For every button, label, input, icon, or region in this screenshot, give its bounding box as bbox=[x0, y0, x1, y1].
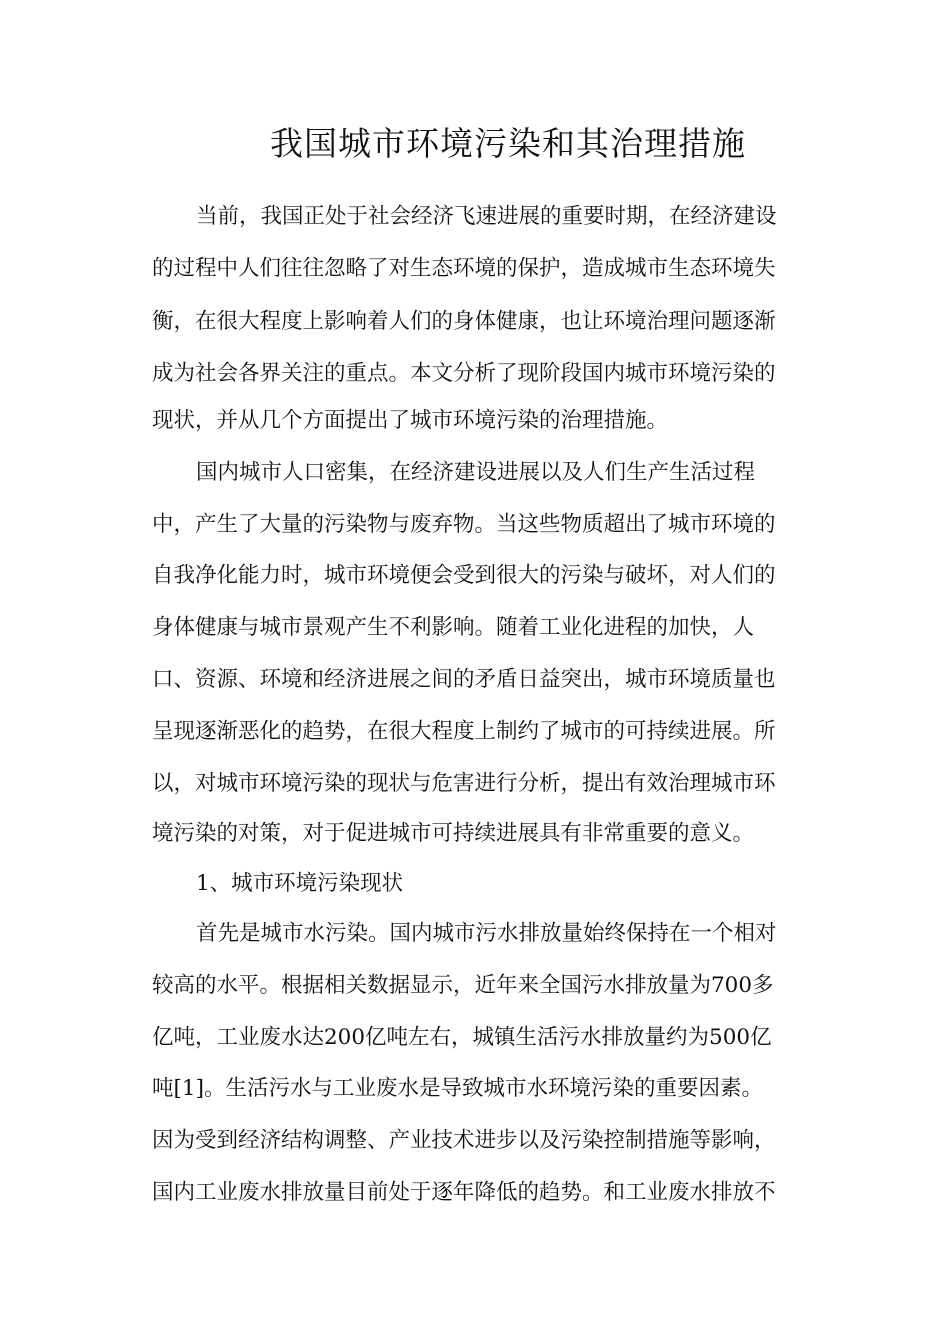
paragraph-line: 吨[1]。生活污水与工业废水是导致城市水环境污染的重要因素。 bbox=[152, 1076, 763, 1101]
paragraph-line: 衡，在很大程度上影响着人们的身体健康，也让环境治理问题逐渐 bbox=[152, 309, 776, 334]
paragraph-line: 因为受到经济结构调整、产业技术进步以及污染控制措施等影响， bbox=[152, 1128, 776, 1153]
paragraph-line: 成为社会各界关注的重点。本文分析了现阶段国内城市环境污染的 bbox=[152, 361, 776, 386]
paragraph-line: 境污染的对策，对于促进城市可持续进展具有非常重要的意义。 bbox=[152, 821, 755, 846]
paragraph-line: 亿吨，工业废水达200亿吨左右，城镇生活污水排放量约为500亿 bbox=[152, 1025, 772, 1050]
paragraph-line: 国内城市人口密集，在经济建设进展以及人们生产生活过程 bbox=[196, 460, 756, 485]
section-heading: 1、城市环境污染现状 bbox=[196, 871, 404, 896]
paragraph-line: 口、资源、环境和经济进展之间的矛盾日益突出，城市环境质量也 bbox=[152, 667, 776, 692]
paragraph-line: 的过程中人们往往忽略了对生态环境的保护，造成城市生态环境失 bbox=[152, 256, 776, 281]
paragraph-line: 以，对城市环境污染的现状与危害进行分析，提出有效治理城市环 bbox=[152, 771, 776, 796]
document-title: 我国城市环境污染和其治理措施 bbox=[270, 124, 746, 163]
paragraph-line: 身体健康与城市景观产生不利影响。随着工业化进程的加快，人 bbox=[152, 615, 755, 640]
paragraph-line: 当前，我国正处于社会经济飞速进展的重要时期，在经济建设 bbox=[196, 204, 777, 229]
paragraph-line: 呈现逐渐恶化的趋势，在很大程度上制约了城市的可持续进展。所 bbox=[152, 719, 776, 744]
paragraph-line: 较高的水平。根据相关数据显示，近年来全国污水排放量为700多 bbox=[152, 973, 774, 998]
paragraph-line: 中，产生了大量的污染物与废弃物。当这些物质超出了城市环境的 bbox=[152, 512, 776, 537]
paragraph-line: 首先是城市水污染。国内城市污水排放量始终保持在一个相对 bbox=[196, 921, 777, 946]
paragraph-line: 现状，并从几个方面提出了城市环境污染的治理措施。 bbox=[152, 408, 669, 433]
paragraph-line: 国内工业废水排放量目前处于逐年降低的趋势。和工业废水排放不 bbox=[152, 1180, 776, 1205]
paragraph-line: 自我净化能力时，城市环境便会受到很大的污染与破坏，对人们的 bbox=[152, 563, 776, 588]
